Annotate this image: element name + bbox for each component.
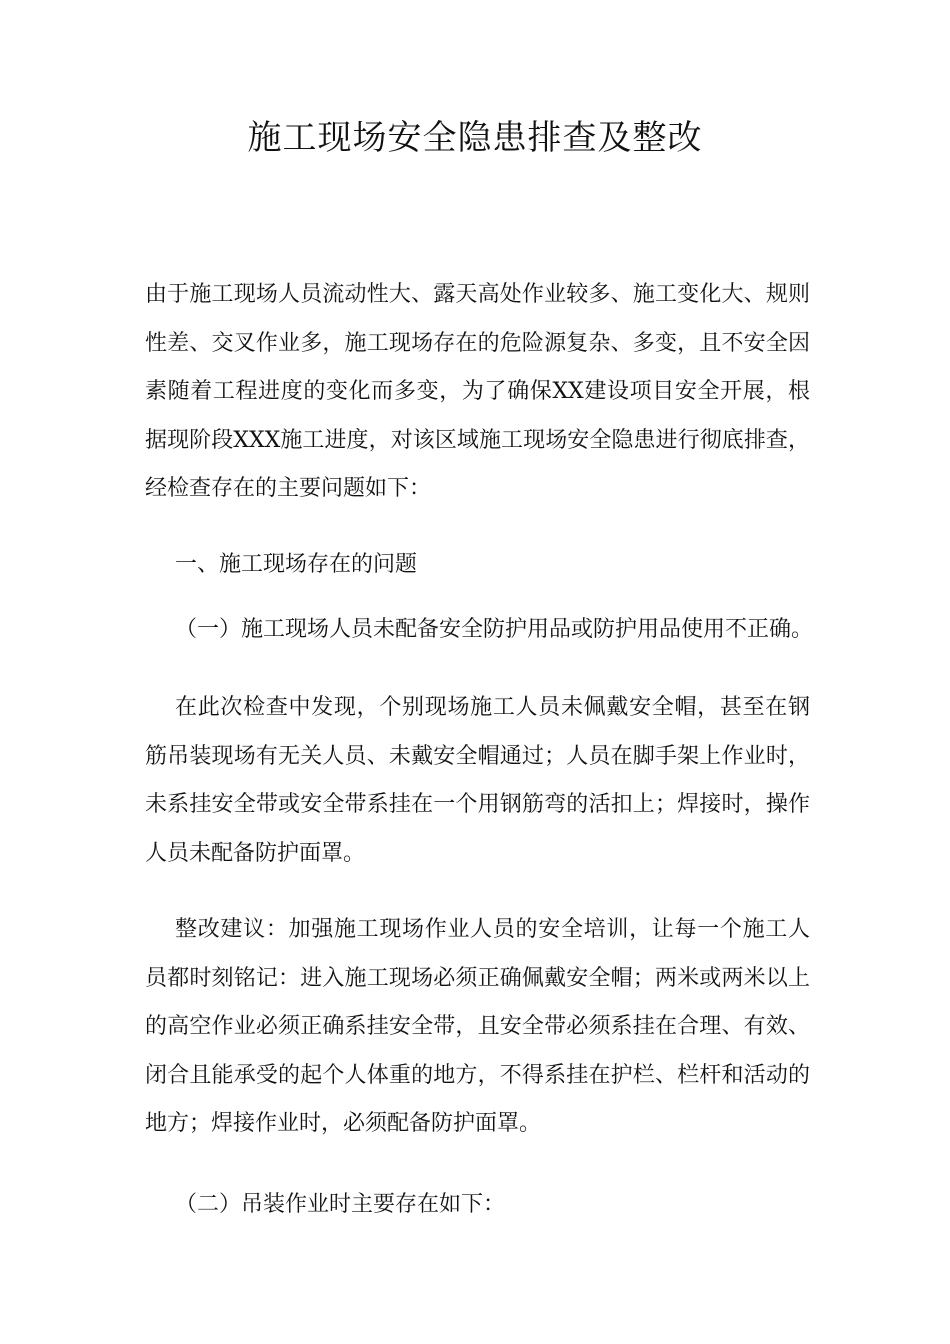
document-title: 施工现场安全隐患排查及整改: [247, 118, 703, 158]
findings-paragraph: 在此次检查中发现，个别现场施工人员未佩戴安全帽，甚至在钢筋吊装现场有无关人员、未戴安全帽通过；人员在脚手架上作业时，未系挂安全带或安全带系挂在一个用钢筋弯的活扣上；焊接时，操作人员未配备防护面罩。: [145, 695, 810, 866]
subsection-heading: （二）吊装作业时主要存在如下：: [175, 1192, 506, 1217]
intro-paragraph: 由于施工现场人员流动性大、露天高处作业较多、施工变化大、规则性差、交叉作业多，施工现场存在的危险源复杂、多变，且不安全因素随着工程进度的变化而多变，为了确保XX建设项目安全开展，根据现阶段XXX施工进度，对该区域施工现场安全隐患进行彻底排查，经检查存在的主要问题如下：: [145, 282, 810, 501]
recommendation-paragraph: 整改建议：加强施工现场作业人员的安全培训，让每一个施工人员都时刻铭记：进入施工现场必须正确佩戴安全帽；两米或两米以上的高空作业必须正确系挂安全带，且安全带必须系挂在合理、有效、闭合且能承受的起个人体重的地方，不得系挂在护栏、栏杆和活动的地方；焊接作业时，必须配备防护面罩。: [145, 917, 810, 1136]
section-heading: 一、施工现场存在的问题: [175, 552, 418, 577]
subsection-heading: （一）施工现场人员未配备安全防护用品或防护用品使用不正确。: [175, 617, 814, 642]
